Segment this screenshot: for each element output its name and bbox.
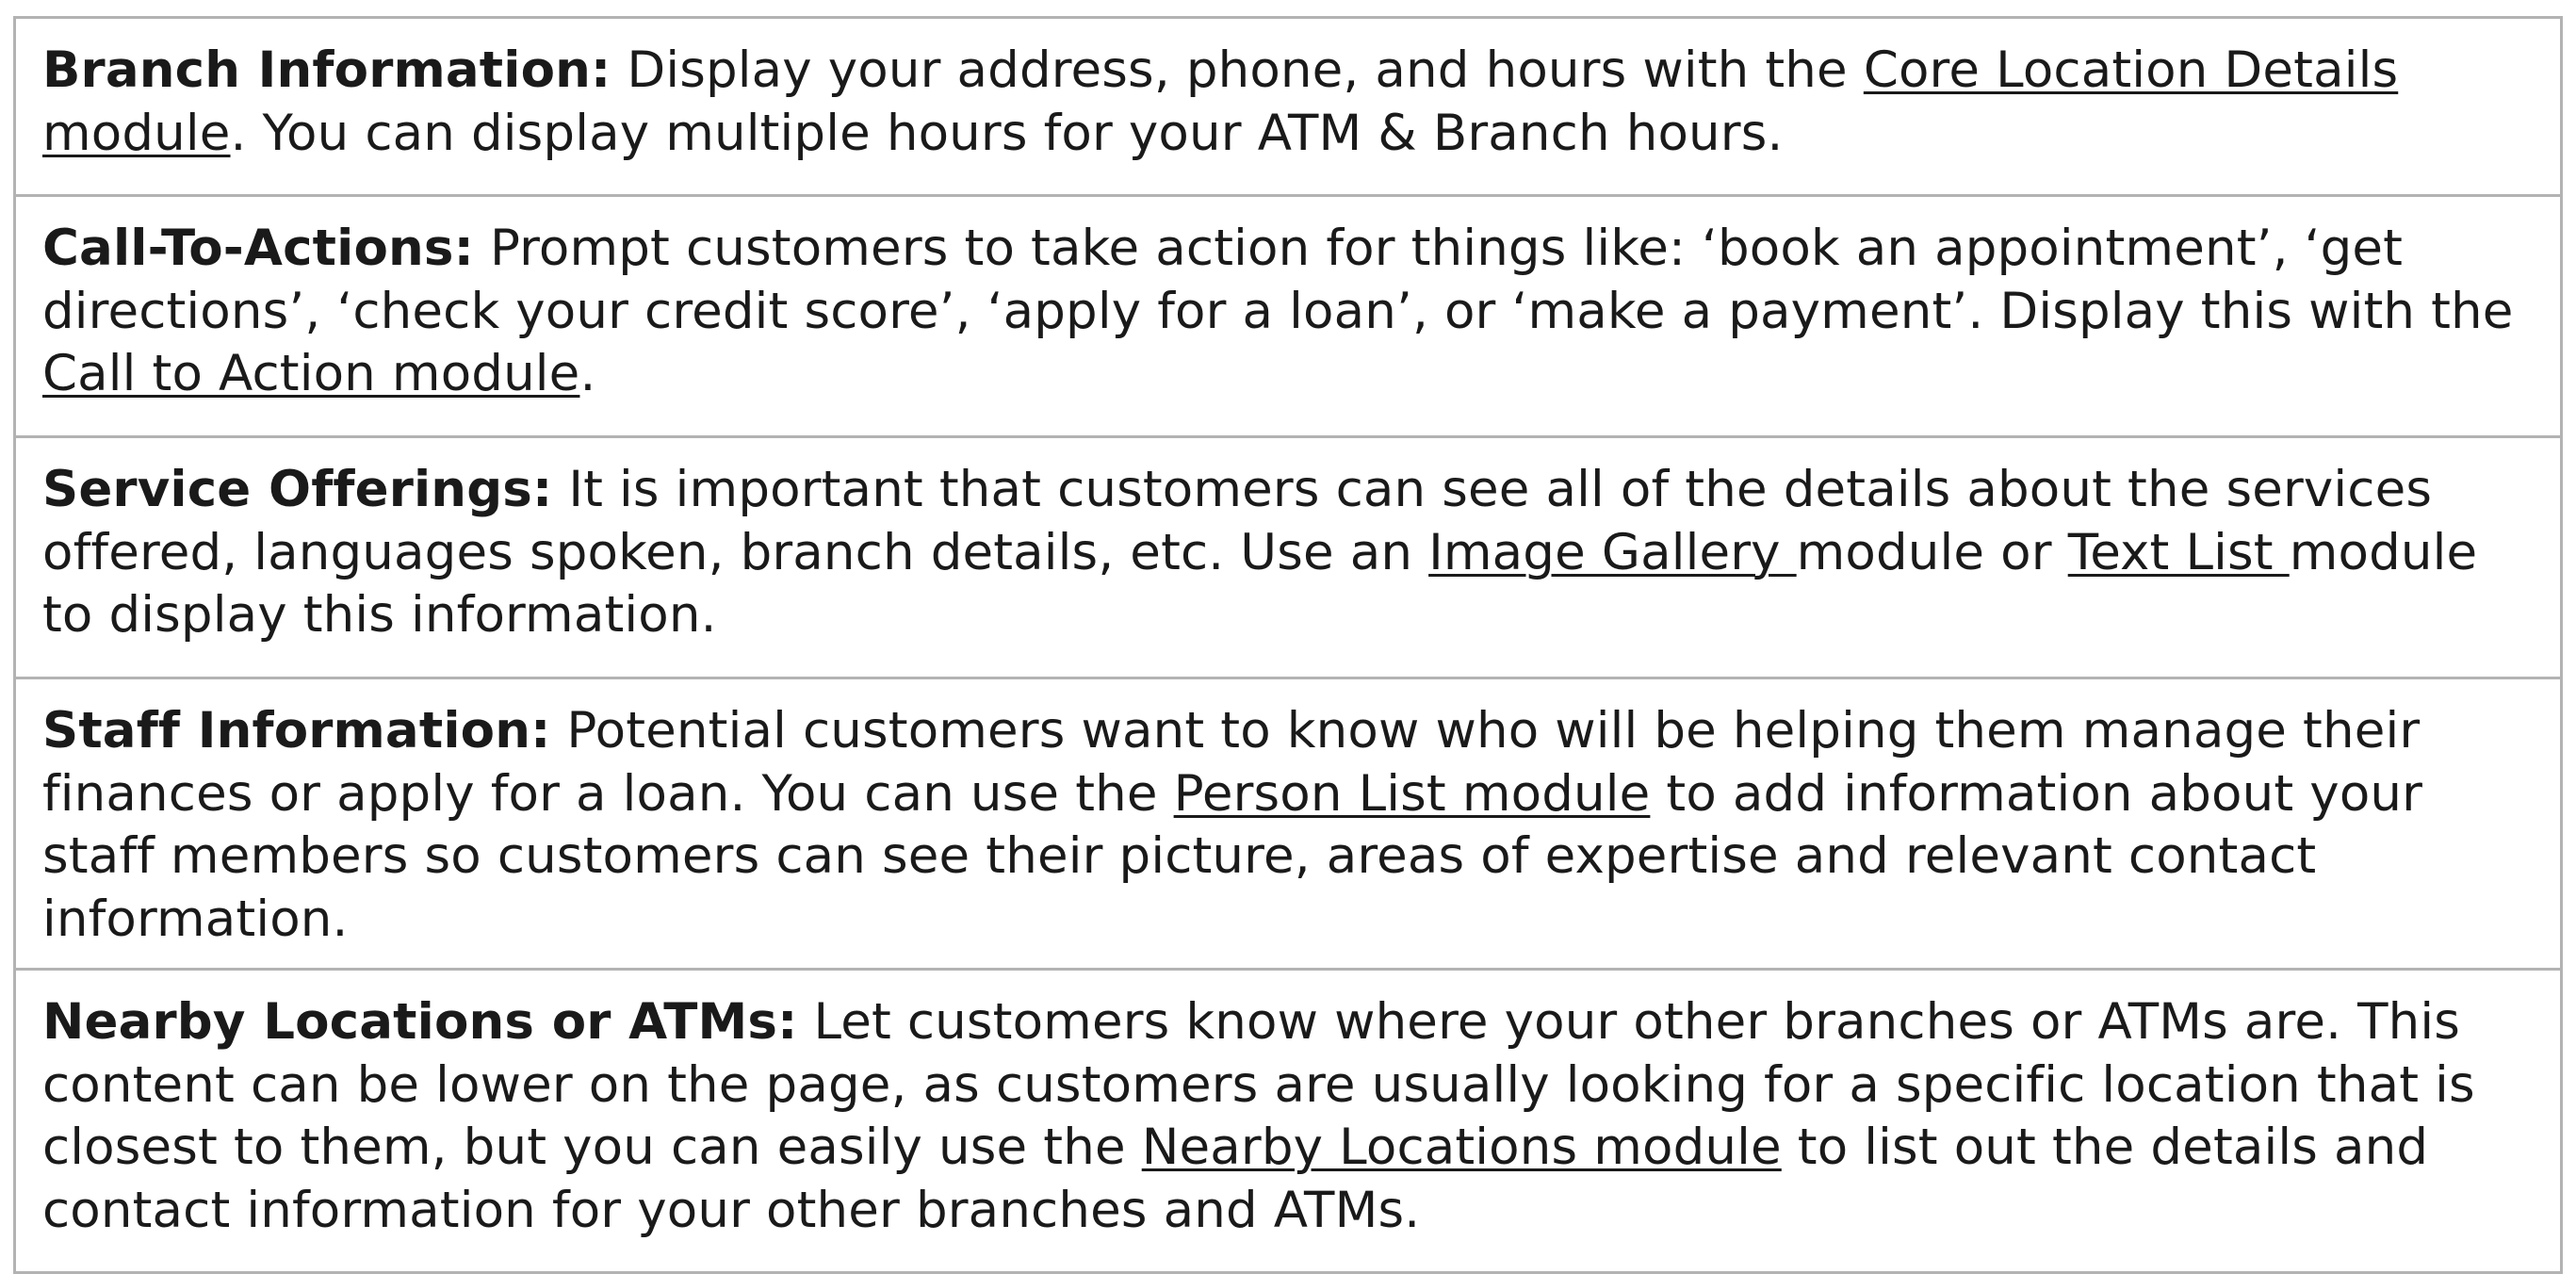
row-term: Branch Information: [42,41,611,99]
row-text: Potential customers want to know who will be helping them manage their finances or apply for a loan. You can use the [42,702,2421,823]
nearby-locations-link[interactable]: Nearby Locations module [1141,1119,1782,1176]
image-gallery-link[interactable]: Image Gallery [1428,523,1797,581]
row-text: Prompt customers to take action for things like: ‘book an appointment’, ‘get directions’, ‘check your credit score’, ‘apply for a loan’, or ‘make a payment’. Display this with the [42,220,2514,340]
row-text: to add information about your staff members so customers can see their picture, areas of expertise and relevant contact information. [42,764,2423,948]
table-row-call-to-actions [15,196,2562,437]
row-text: module or [1796,523,2068,581]
row-term: Nearby Locations or ATMs: [42,993,798,1051]
table-row-service-offerings [15,437,2562,678]
row-term: Service Offerings: [42,461,553,518]
text-list-link[interactable]: Text List [2067,523,2290,581]
table-cell [15,970,2562,1273]
row-text: module to display this information. [42,523,2478,644]
feature-table [13,16,2563,1274]
row-text: . [579,345,596,402]
table-row-branch-information [15,18,2562,196]
table-row-staff-information [15,678,2562,970]
table-cell [15,196,2562,437]
row-text: Let customers know where your other branches or ATMs are. This content can be lower on the page, as customers are usually looking for a specific location that is closest to them, but you can easily use the [42,993,2475,1176]
table-cell [15,18,2562,196]
row-text: Display your address, phone, and hours with the [611,41,1864,99]
table-row-nearby-locations [15,970,2562,1273]
row-text: to list out the details and contact information for your other branches and ATMs. [42,1119,2429,1239]
row-text: It is important that customers can see all of the details about the services offered, languages spoken, branch details, etc. Use an [42,461,2433,581]
row-text: . You can display multiple hours for your ATM & Branch hours. [230,104,1784,162]
call-to-action-link[interactable]: Call to Action module [42,345,580,402]
table-cell [15,678,2562,970]
person-list-link[interactable]: Person List module [1173,764,1651,823]
row-term: Call-To-Actions: [42,220,474,277]
core-location-details-link[interactable]: Core Location Details module [42,41,2399,162]
table-cell [15,437,2562,678]
row-term: Staff Information: [42,702,551,760]
